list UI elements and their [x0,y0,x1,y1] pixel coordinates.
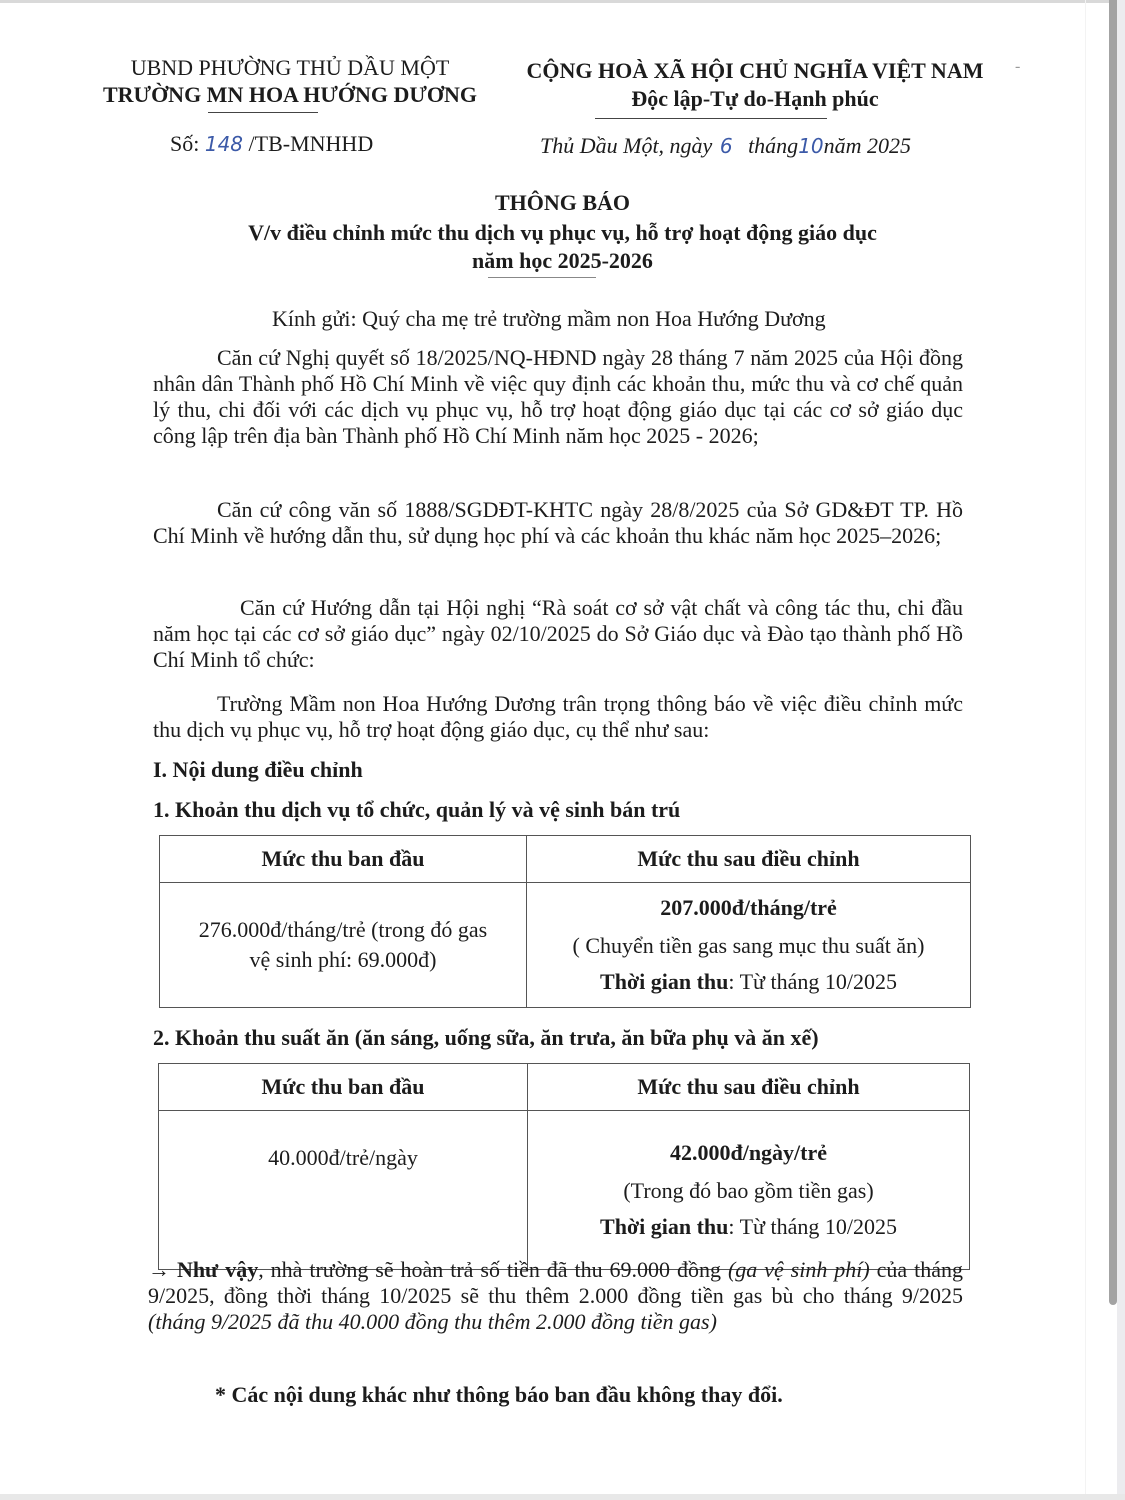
collection-time [535,967,962,997]
legal-basis-1 [153,345,963,449]
conclusion-paragraph [148,1257,963,1335]
doc-number-handwritten: 148 [204,132,244,156]
closing-note: * Các nội dung khác như thông báo ban đầu không thay đổi. [215,1382,783,1407]
collection-time-value: : Từ tháng 10/2025 [728,969,897,994]
recipient-line: Kính gửi: Quý cha mẹ trẻ trường mầm non Hoa Hướng Dương [272,306,826,331]
document-date [540,133,911,159]
item2-heading: 2. Khoản thu suất ăn (ăn sáng, uống sữa, ăn trưa, ăn bữa phụ và ăn xế) [153,1025,819,1050]
title-underline [488,277,596,278]
column-header-original: Mức thu ban đầu [159,1064,528,1111]
doc-number-suffix: /TB-MNHHD [248,131,374,156]
national-motto: Độc lập-Tự do-Hạnh phúc [631,86,879,111]
date-day-handwritten: 6 [719,134,733,158]
conclusion-text-2: của tháng 9/2025, đồng thời tháng 10/2025 sẽ thu thêm 2.000 đồng tiền gas bù cho tháng 9/2025 [148,1257,963,1308]
column-header-adjusted: Mức thu sau điều chỉnh [527,836,971,883]
date-year: năm 2025 [823,133,912,158]
announcement-intro [153,691,963,743]
item2-fee-table [158,1063,970,1270]
original-fee-cell [159,1111,528,1270]
conclusion-lead: Như vậy [176,1257,259,1282]
notice-subject-line2: năm học 2025-2026 [472,248,653,273]
conclusion-italic-2: (tháng 9/2025 đã thu 40.000 đồng thu thêm 2.000 đồng tiền gas) [148,1309,717,1334]
date-prefix: Thủ Dầu Một, ngày [540,133,713,158]
collection-time-label: Thời gian thu [600,969,729,994]
item1-heading: 1. Khoản thu dịch vụ tổ chức, quản lý và vệ sinh bán trú [153,797,681,822]
viewer-top-border [0,0,1125,3]
school-name-underline [208,112,318,113]
notice-title: THÔNG BÁO [494,190,631,215]
adjusted-fee-amount: 207.000đ/tháng/trẻ [660,895,837,920]
motto-underline [595,118,827,119]
scan-mark: - [1015,58,1021,75]
original-fee-cell [160,883,527,1008]
national-title: CỘNG HOÀ XÃ HỘI CHỦ NGHĨA VIỆT NAM [526,58,984,83]
adjusted-fee-cell [527,883,971,1008]
section-heading: I. Nội dung điều chỉnh [153,757,363,782]
legal-basis-3 [153,595,963,673]
adjusted-fee-note: ( Chuyển tiền gas sang mục thu suất ăn) [572,933,925,958]
date-month-handwritten: 10 [798,134,824,158]
issuing-authority: UBND PHƯỜNG THỦ DẦU MỘT [130,55,450,80]
school-name: TRƯỜNG MN HOA HƯỚNG DƯƠNG [103,82,477,107]
adjusted-fee-cell [528,1111,970,1270]
table-header-row [159,1064,970,1111]
conclusion-italic-1: (ga vệ sinh phí) [727,1257,870,1282]
original-fee-line2: vệ sinh phí: 69.000đ) [249,947,437,972]
announcement-intro-text: Trường Mầm non Hoa Hướng Dương trân trọng thông báo về việc điều chỉnh mức thu dịch vụ phục vụ, hỗ trợ hoạt động giáo dục, cụ thể như sau: [153,691,963,742]
adjusted-fee-note: (Trong đó bao gồm tiền gas) [623,1178,874,1203]
table-row [160,883,971,1008]
legal-basis-2 [153,497,963,549]
date-month-label: tháng [748,133,799,158]
original-fee-line1: 276.000đ/tháng/trẻ (trong đó gas [198,917,488,942]
doc-number-label: Số: [170,131,200,156]
item1-fee-table [159,835,971,1008]
collection-time [536,1212,961,1242]
table-header-row [160,836,971,883]
viewer-bottom-border [0,1494,1125,1500]
column-header-original: Mức thu ban đầu [160,836,527,883]
original-fee-value: 40.000đ/trẻ/ngày [268,1145,418,1170]
legal-basis-3-text: Căn cứ Hướng dẫn tại Hội nghị “Rà soát cơ sở vật chất và công tác thu, chi đầu năm học tại các cơ sở giáo dục” ngày 02/10/2025 do Sở Giáo dục và Đào tạo thành phố Hồ Chí Minh tổ chức: [153,595,963,672]
arrow-right-icon: → [148,1257,170,1282]
document-number [170,131,373,157]
table-row [159,1111,970,1270]
adjusted-fee-amount: 42.000đ/ngày/trẻ [669,1140,828,1165]
collection-time-value: : Từ tháng 10/2025 [728,1214,897,1239]
collection-time-label: Thời gian thu [600,1214,729,1239]
notice-subject-line1: V/v điều chỉnh mức thu dịch vụ phục vụ, hỗ trợ hoạt động giáo dục [248,220,877,245]
legal-basis-2-text: Căn cứ công văn số 1888/SGDĐT-KHTC ngày 28/8/2025 của Sở GD&ĐT TP. Hồ Chí Minh về hướng dẫn thu, sử dụng học phí và các khoản thu khác năm học 2025–2026; [153,497,963,548]
conclusion-text-1: , nhà trường sẽ hoàn trả số tiền đã thu 69.000 đồng [258,1257,728,1282]
legal-basis-1-text: Căn cứ Nghị quyết số 18/2025/NQ-HĐND ngày 28 tháng 7 năm 2025 của Hội đồng nhân dân Thành phố Hồ Chí Minh về việc quy định các khoản thu, mức thu và cơ chế quản lý thu, chi đối với các dịch vụ phục vụ, hỗ trợ hoạt động giáo dục tại các cơ sở giáo dục công lập trên địa bàn Thành phố Hồ Chí Minh năm học 2025 - 2026; [153,345,963,448]
column-header-adjusted: Mức thu sau điều chỉnh [528,1064,970,1111]
